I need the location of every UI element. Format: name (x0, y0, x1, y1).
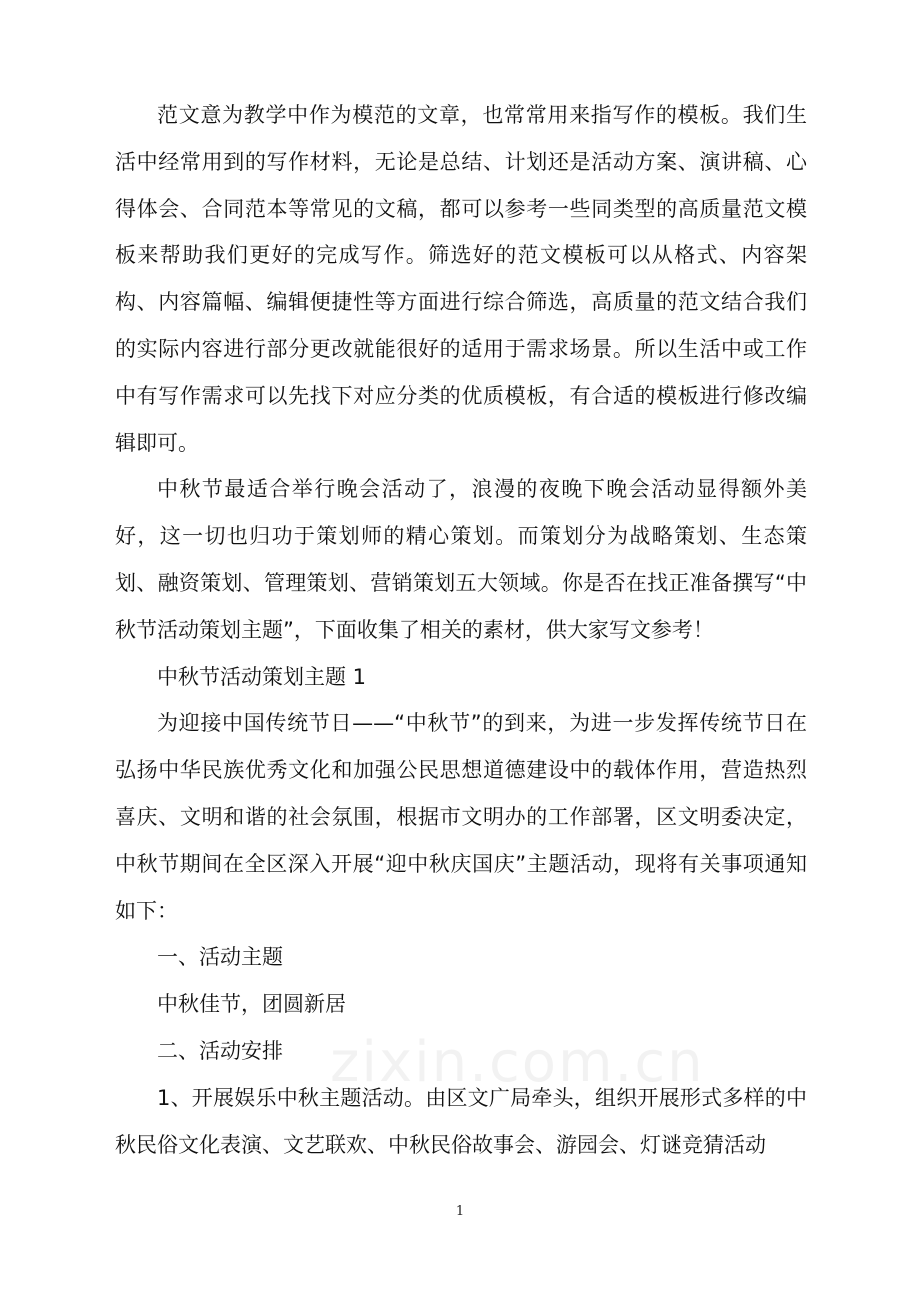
document-body (115, 92, 807, 1168)
paragraph-intro: 范文意为教学中作为模范的文章，也常常用来指写作的模板。我们生活中经常用到的写作材料，无论是总结、计划还是活动方案、演讲稿、心得体会、合同范本等常见的文稿，都可以参考一些同类型的高质量范文模板来帮助我们更好的完成写作。筛选好的范文模板可以从格式、内容架构、内容篇幅、编辑便捷性等方面进行综合筛选，高质量的范文结合我们的实际内容进行部分更改就能很好的适用于需求场景。所以生活中或工作中有写作需求可以先找下对应分类的优质模板，有合适的模板进行修改编辑即可。 (115, 103, 807, 455)
paragraph-arrangement-1: 1、开展娱乐中秋主题活动。由区文广局牵头，组织开展形式多样的中秋民俗文化表演、文艺联欢、中秋民俗故事会、游园会、灯谜竞猜活动 (115, 1085, 807, 1157)
page-number: 1 (455, 1204, 465, 1219)
heading-activity-arrangement: 二、活动安排 (157, 1038, 283, 1063)
section-title: 中秋节活动策划主题 1 (157, 664, 367, 689)
heading-activity-theme: 一、活动主题 (157, 945, 283, 970)
paragraph-mid-autumn-intro: 中秋节最适合举行晚会活动了，浪漫的夜晚下晚会活动显得额外美好，这一切也归功于策划师的精心策划。而策划分为战略策划、生态策划、融资策划、管理策划、营销策划五大领域。你是否在找正准备撰写“中秋节活动策划主题”，下面收集了相关的素材，供大家写文参考！ (115, 477, 807, 642)
watermark: zixin.com.cn (330, 1030, 705, 1095)
paragraph-notice: 为迎接中国传统节日——“中秋节”的到来，为进一步发挥传统节日在弘扬中华民族优秀文化和加强公民思想道德建设中的载体作用，营造热烈喜庆、文明和谐的社会氛围，根据市文明办的工作部署，区文明委决定，中秋节期间在全区深入开展“迎中秋庆国庆”主题活动，现将有关事项通知如下： (115, 711, 807, 923)
paragraph-theme-content: 中秋佳节，团圆新居 (157, 992, 346, 1017)
